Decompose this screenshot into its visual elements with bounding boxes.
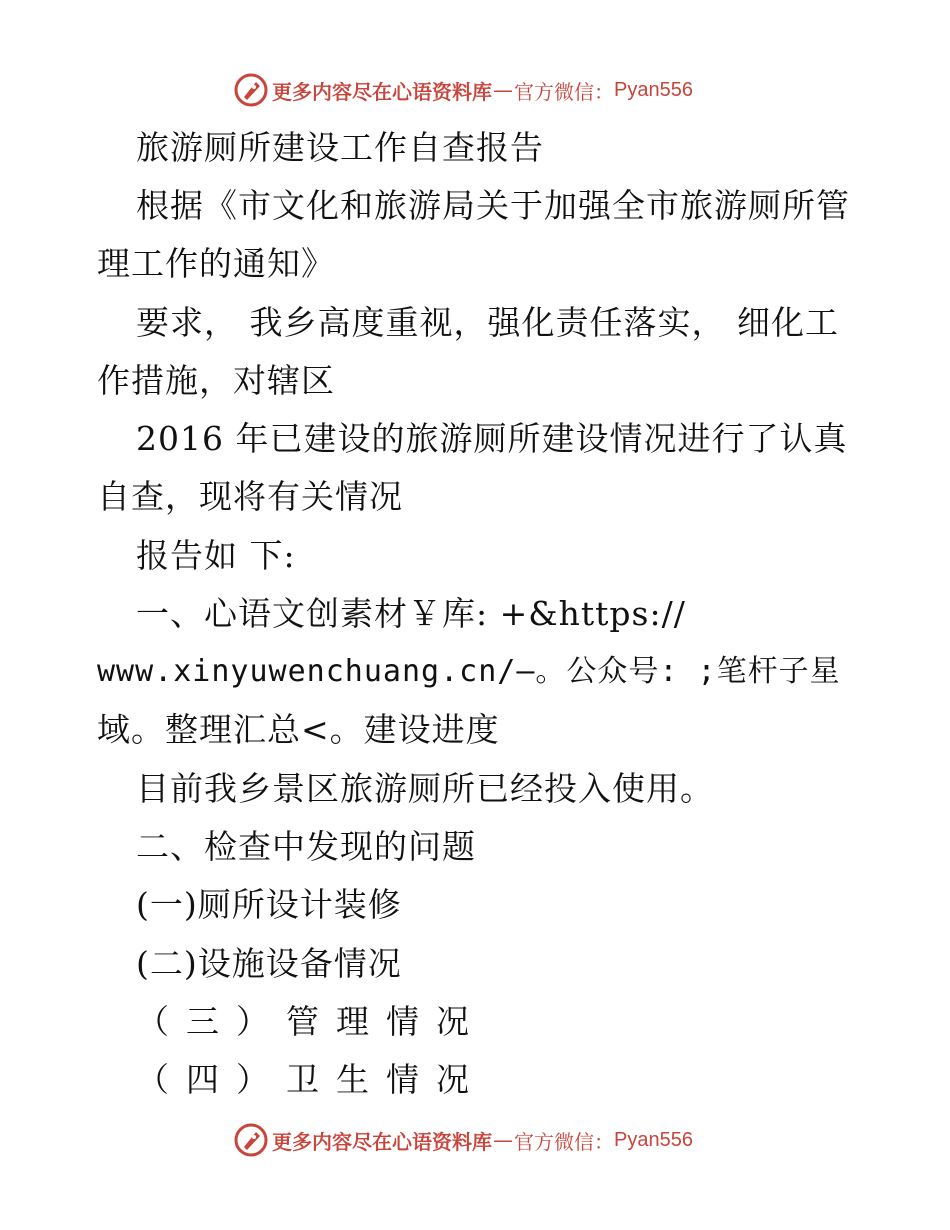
paragraph-line: 理工作的通知》 [97,244,335,283]
subsection-heading: （三）管理情况 [136,1002,486,1041]
banner-wechat-label: 官方微信： [514,79,614,104]
pen-nib-logo-icon [234,1123,268,1157]
paragraph-line: 2016 年已建设的旅游厕所建设情况进行了认真 [136,419,848,458]
paragraph-line: 根据《市文化和旅游局关于加强全市旅游厕所管 [136,186,850,225]
paragraph-line: 域。整理汇总<。建设进度 [97,710,500,749]
banner-dash: — [493,78,513,102]
paragraph-line: www.xinyuwenchuang.cn/—。公众号: ;笔杆子星 [97,654,841,689]
paragraph-line: 作措施，对辖区 [97,361,335,400]
paragraph-line: 报告如 下: [136,536,296,575]
banner-wechat-id: Pyan556 [614,78,693,101]
pen-nib-logo-icon [234,73,268,107]
banner-text: 更多内容尽在心语资料库 [272,79,492,104]
footer-banner [234,1122,693,1158]
banner-dash: — [493,1128,513,1152]
banner-wechat-label: 官方微信： [514,1129,614,1154]
subsection-heading: （四）卫生情况 [136,1060,486,1099]
paragraph-line: 一、心语文创素材￥库: +&https:// [136,594,686,633]
header-banner [234,72,693,108]
paragraph-line: 要求， 我乡高度重视，强化责任落实， 细化工 [136,303,839,342]
banner-text: 更多内容尽在心语资料库 [272,1129,492,1154]
banner-wechat-id: Pyan556 [614,1128,693,1151]
document-title: 旅游厕所建设工作自查报告 [136,128,544,167]
subsection-heading: (一)厕所设计装修 [136,885,402,924]
section-heading: 二、检查中发现的问题 [136,827,476,866]
paragraph-line: 自查，现将有关情况 [97,477,403,516]
subsection-heading: (二)设施设备情况 [136,944,402,983]
paragraph-line: 目前我乡景区旅游厕所已经投入使用。 [136,769,714,808]
